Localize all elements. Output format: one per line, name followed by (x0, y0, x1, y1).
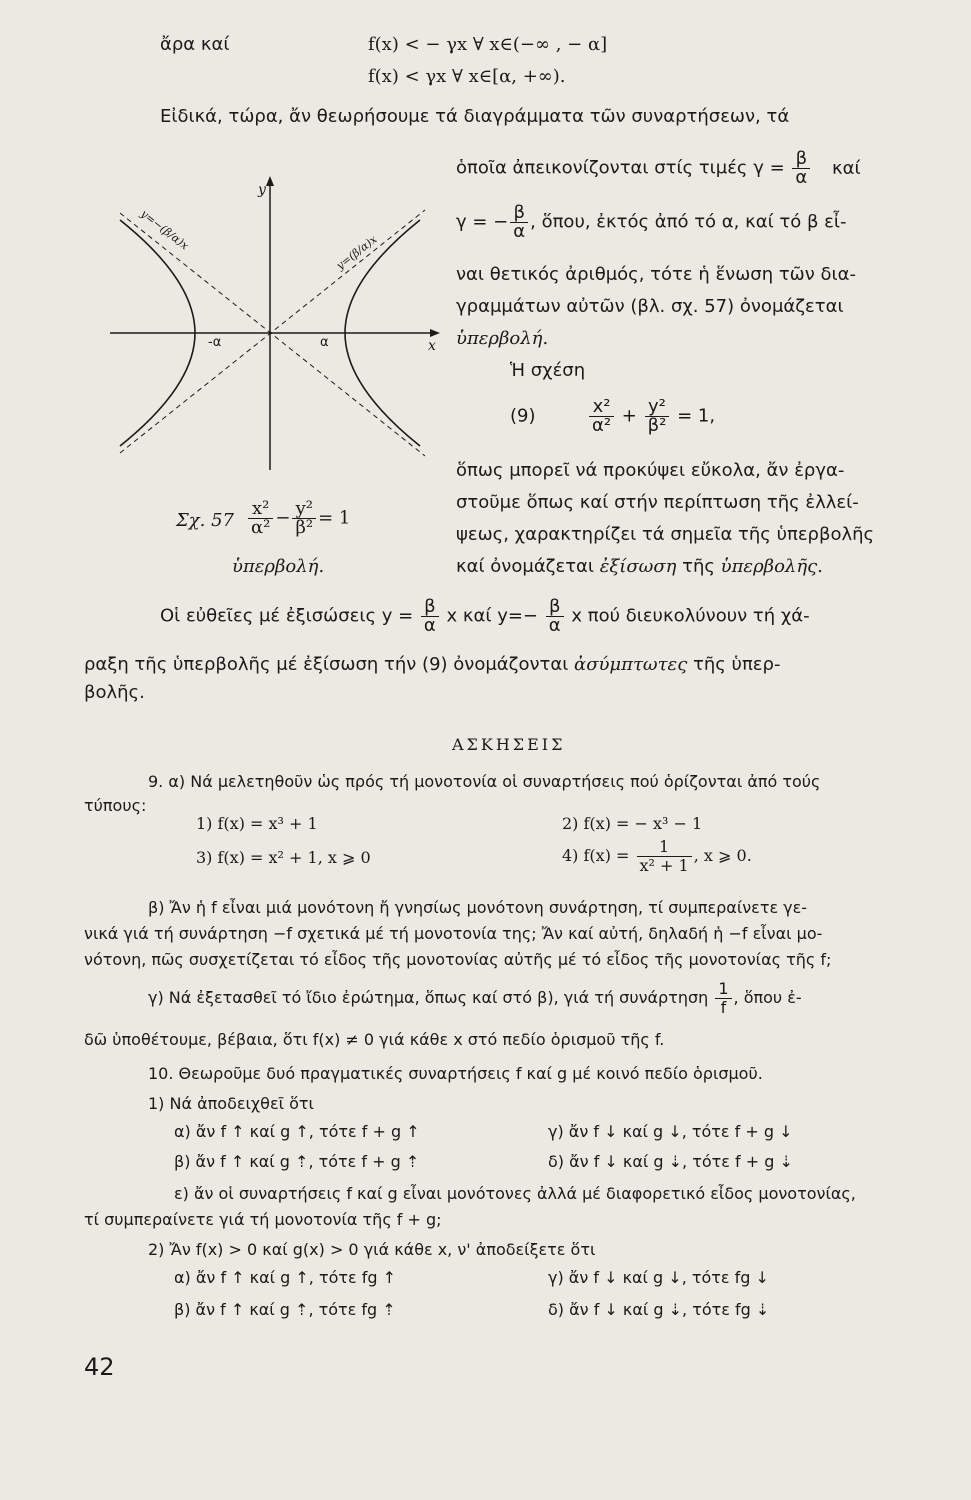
page-number: 42 (84, 1353, 115, 1381)
ex10-e-line2: τί συμπεραίνετε γιά τή μονοτονία τῆς f + g; (84, 1210, 442, 1229)
frac-num: x² (589, 398, 614, 417)
ex9-types: τύπους: (84, 796, 147, 815)
frac-num: x² (248, 500, 273, 519)
asym-post: x πού διευκολύνουν τή χά- (571, 605, 810, 627)
f4-fraction (637, 838, 692, 875)
frac-num: y² (292, 500, 316, 519)
ex9b-line1: β) Ἄν ἡ f εἶναι μιά μονότονη ἤ γνησίως μονότονη συνάρτηση, τί συμπεραίνετε γε- (148, 898, 808, 917)
fraction-x2-over-a2 (589, 398, 614, 435)
ex10-b: β) ἄν f ↑ καί g ⇡, τότε f + g ⇡ (174, 1152, 420, 1171)
fraction-beta-over-alpha (421, 598, 439, 635)
ex9-intro: 9. α) Νά μελετηθοῦν ὡς πρός τή μονοτονία οἱ συναρτήσεις πού ὁρίζονται ἀπό τούς (148, 772, 821, 791)
frac-den: α² (251, 517, 271, 538)
caption-frac-y2-b2 (292, 500, 316, 537)
equation-rest: = 1, (677, 405, 716, 427)
inequality-1: f(x) < − γx ∀ x∈(−∞ , − α] (368, 34, 608, 55)
figure-caption-label: Σχ. 57 (176, 510, 234, 531)
frac-num: β (546, 598, 564, 617)
asym-line2-italic: ἀσύμπτωτες (574, 654, 688, 675)
equation-9 (510, 398, 715, 435)
equation-label: (9) (510, 405, 536, 427)
para1-line5: γραμμάτων αὐτῶν (βλ. σχ. 57) ὀνομάζεται (456, 296, 844, 317)
exercises-heading: ΑΣΚΗΣΕΙΣ (452, 735, 566, 754)
asym-line2-pre: ραξη τῆς ὑπερβολῆς μέ ἐξίσωση τήν (9) ὀνομάζονται (84, 654, 575, 675)
ex9-f1: 1) f(x) = x³ + 1 (196, 814, 318, 833)
asym-line2 (84, 654, 780, 676)
ex9c-pre: γ) Νά ἐξετασθεῖ τό ἴδιο ἐρώτημα, ὅπως καί στό β), γιά τή συνάρτηση (148, 988, 709, 1007)
plus-sign: + (621, 405, 637, 427)
frac-den: α (423, 615, 436, 636)
frac-num: β (421, 598, 439, 617)
para1-line1: Εἰδικά, τώρα, ἄν θεωρήσουμε τά διαγράμματα τῶν συναρτήσεων, τά (160, 106, 790, 127)
frac-den: f (720, 998, 727, 1017)
para1-line3-post: , ὅπου, ἐκτός ἀπό τό α, καί τό β εἶ- (530, 211, 847, 233)
ara-kai-text: ἄρα καί (160, 34, 230, 55)
fraction-y2-over-b2 (645, 398, 670, 435)
asym-line1 (160, 598, 810, 635)
frac-num: 1 (715, 980, 731, 999)
frac-num: y² (645, 398, 670, 417)
ex9c-line2: δῶ ὑποθέτουμε, βέβαια, ὅτι f(x) ≠ 0 γιά κάθε x στό πεδίο ὁρισμοῦ τῆς f. (84, 1030, 665, 1049)
para1-line9: στοῦμε ὅπως καί στήν περίπτωση τῆς ἐλλεί- (456, 492, 859, 513)
caption-eq-rest: = 1 (318, 507, 351, 529)
ex10-part1: 1) Νά ἀποδειχθεῖ ὅτι (148, 1094, 314, 1113)
inequality-2: f(x) < γx ∀ x∈[α, +∞). (368, 66, 566, 87)
ex10-2b: β) ἄν f ↑ καί g ⇡, τότε fg ⇡ (174, 1300, 396, 1319)
frac-den: x² + 1 (639, 856, 689, 875)
para1-line11 (456, 556, 823, 578)
tick-pos-alpha: α (320, 335, 329, 350)
ex9c-fraction (715, 980, 731, 1017)
f4-post: , x ⩾ 0. (693, 846, 752, 865)
line11-italic: ἐξίσωση (599, 556, 677, 577)
ex9c-line1 (148, 980, 802, 1017)
ex10-intro: 10. Θεωροῦμε δυό πραγματικές συναρτήσεις f καί g μέ κοινό πεδίο ὁρισμοῦ. (148, 1064, 763, 1083)
asym-line2-post: τῆς ὑπερ- (687, 654, 781, 675)
axis-x-label: x (428, 338, 436, 354)
frac-num: 1 (637, 838, 692, 857)
f4-pre: 4) f(x) = (562, 846, 630, 865)
figure-caption-equation: $\frac{\text{x²}}{\text{α²}}$ − $\frac{\text{y²}}{\text{β²}}$ = 1 (246, 500, 350, 537)
asymptote-positive (120, 210, 425, 453)
para1-line6: ὑπερβολή. (456, 328, 549, 349)
axis-y-label: y (258, 182, 266, 198)
asym-mid: x καί y=− (446, 605, 539, 627)
para1-line7: Ἡ σχέση (510, 360, 586, 381)
ex10-2a: α) ἄν f ↑ καί g ↑, τότε fg ↑ (174, 1268, 397, 1287)
ex9c-post: , ὅπου ἐ- (733, 988, 802, 1007)
caption-frac-x2-a2 (248, 500, 273, 537)
line11-pre: καί ὀνομάζεται (456, 556, 600, 577)
x-axis-arrow (430, 329, 440, 337)
asymptote-label-left: y=−(β/α)x (138, 207, 192, 253)
ex10-d: δ) ἄν f ↓ καί g ⇣, τότε f + g ⇣ (548, 1152, 793, 1171)
ex10-g: γ) ἄν f ↓ καί g ↓, τότε f + g ↓ (548, 1122, 793, 1141)
ex9-f3: 3) f(x) = x² + 1, x ⩾ 0 (196, 848, 371, 867)
ex10-part2: 2) Ἄν f(x) > 0 καί g(x) > 0 γιά κάθε x, ν' ἀποδείξετε ὅτι (148, 1240, 596, 1259)
para1-line3-pre: γ = − (456, 211, 509, 233)
ex9b-line3: νότονη, πῶς συσχετίζεται τό εἶδος τῆς μονοτονίας αὐτῆς μέ τό εἶδος τῆς μονοτονίας τῆς f; (84, 950, 832, 969)
ex9-f2: 2) f(x) = − x³ − 1 (562, 814, 703, 833)
ex9b-line2: νικά γιά τή συνάρτηση −f σχετικά μέ τή μονοτονία της; Ἄν καί αὐτή, δηλαδή ἡ −f εἶναι μο- (84, 924, 823, 943)
asym-pre: Οἱ εὐθεῖες μέ ἐξισώσεις y = (160, 605, 414, 627)
y-axis-arrow (266, 176, 274, 186)
ex10-2d: δ) ἄν f ↓ καί g ⇣, τότε fg ⇣ (548, 1300, 770, 1319)
para1-line2-post: καί (832, 157, 861, 179)
para1-line3 (456, 204, 846, 241)
fraction-beta-over-alpha (792, 150, 810, 187)
frac-den: β² (295, 517, 314, 538)
asymptote-label-right: y=(β/α)x (333, 232, 380, 273)
para1-line10: ψεως, χαρακτηρίζει τά σημεῖα τῆς ὑπερβολῆς (456, 524, 875, 545)
frac-den: α² (591, 415, 612, 436)
frac-den: α (548, 615, 561, 636)
line11-mid: τῆς (676, 556, 721, 577)
fraction-beta-over-alpha (546, 598, 564, 635)
asymptote-negative (120, 213, 425, 456)
ex10-2g: γ) ἄν f ↓ καί g ↓, τότε fg ↓ (548, 1268, 769, 1287)
ex10-e-line1: ε) ἄν οἱ συναρτήσεις f καί g εἶναι μονότονες ἀλλά μέ διαφορετικό εἶδος μονοτονίας, (174, 1184, 856, 1203)
hyperbola-figure (100, 170, 450, 480)
para1-line4: ναι θετικός ἀριθμός, τότε ἡ ἕνωση τῶν δια- (456, 264, 856, 285)
frac-num: β (510, 204, 528, 223)
frac-num: β (792, 150, 810, 169)
para1-line2-pre: ὁποῖα ἀπεικονίζονται στίς τιμές γ = (456, 157, 785, 179)
frac-den: α (795, 167, 808, 188)
para1-line8: ὅπως μπορεῖ νά προκύψει εὔκολα, ἄν ἐργα- (456, 460, 845, 481)
figure-caption-name: ὑπερβολή. (232, 556, 325, 577)
frac-den: α (513, 221, 526, 242)
line11-italic2: ὑπερβολῆς. (720, 556, 823, 577)
asym-line3: βολῆς. (84, 682, 145, 703)
fraction-beta-over-alpha (510, 204, 528, 241)
frac-den: β² (647, 415, 667, 436)
tick-neg-alpha: -α (208, 335, 222, 350)
ex9-f4 (562, 838, 752, 875)
para1-line2 (456, 150, 861, 187)
ex10-a: α) ἄν f ↑ καί g ↑, τότε f + g ↑ (174, 1122, 420, 1141)
